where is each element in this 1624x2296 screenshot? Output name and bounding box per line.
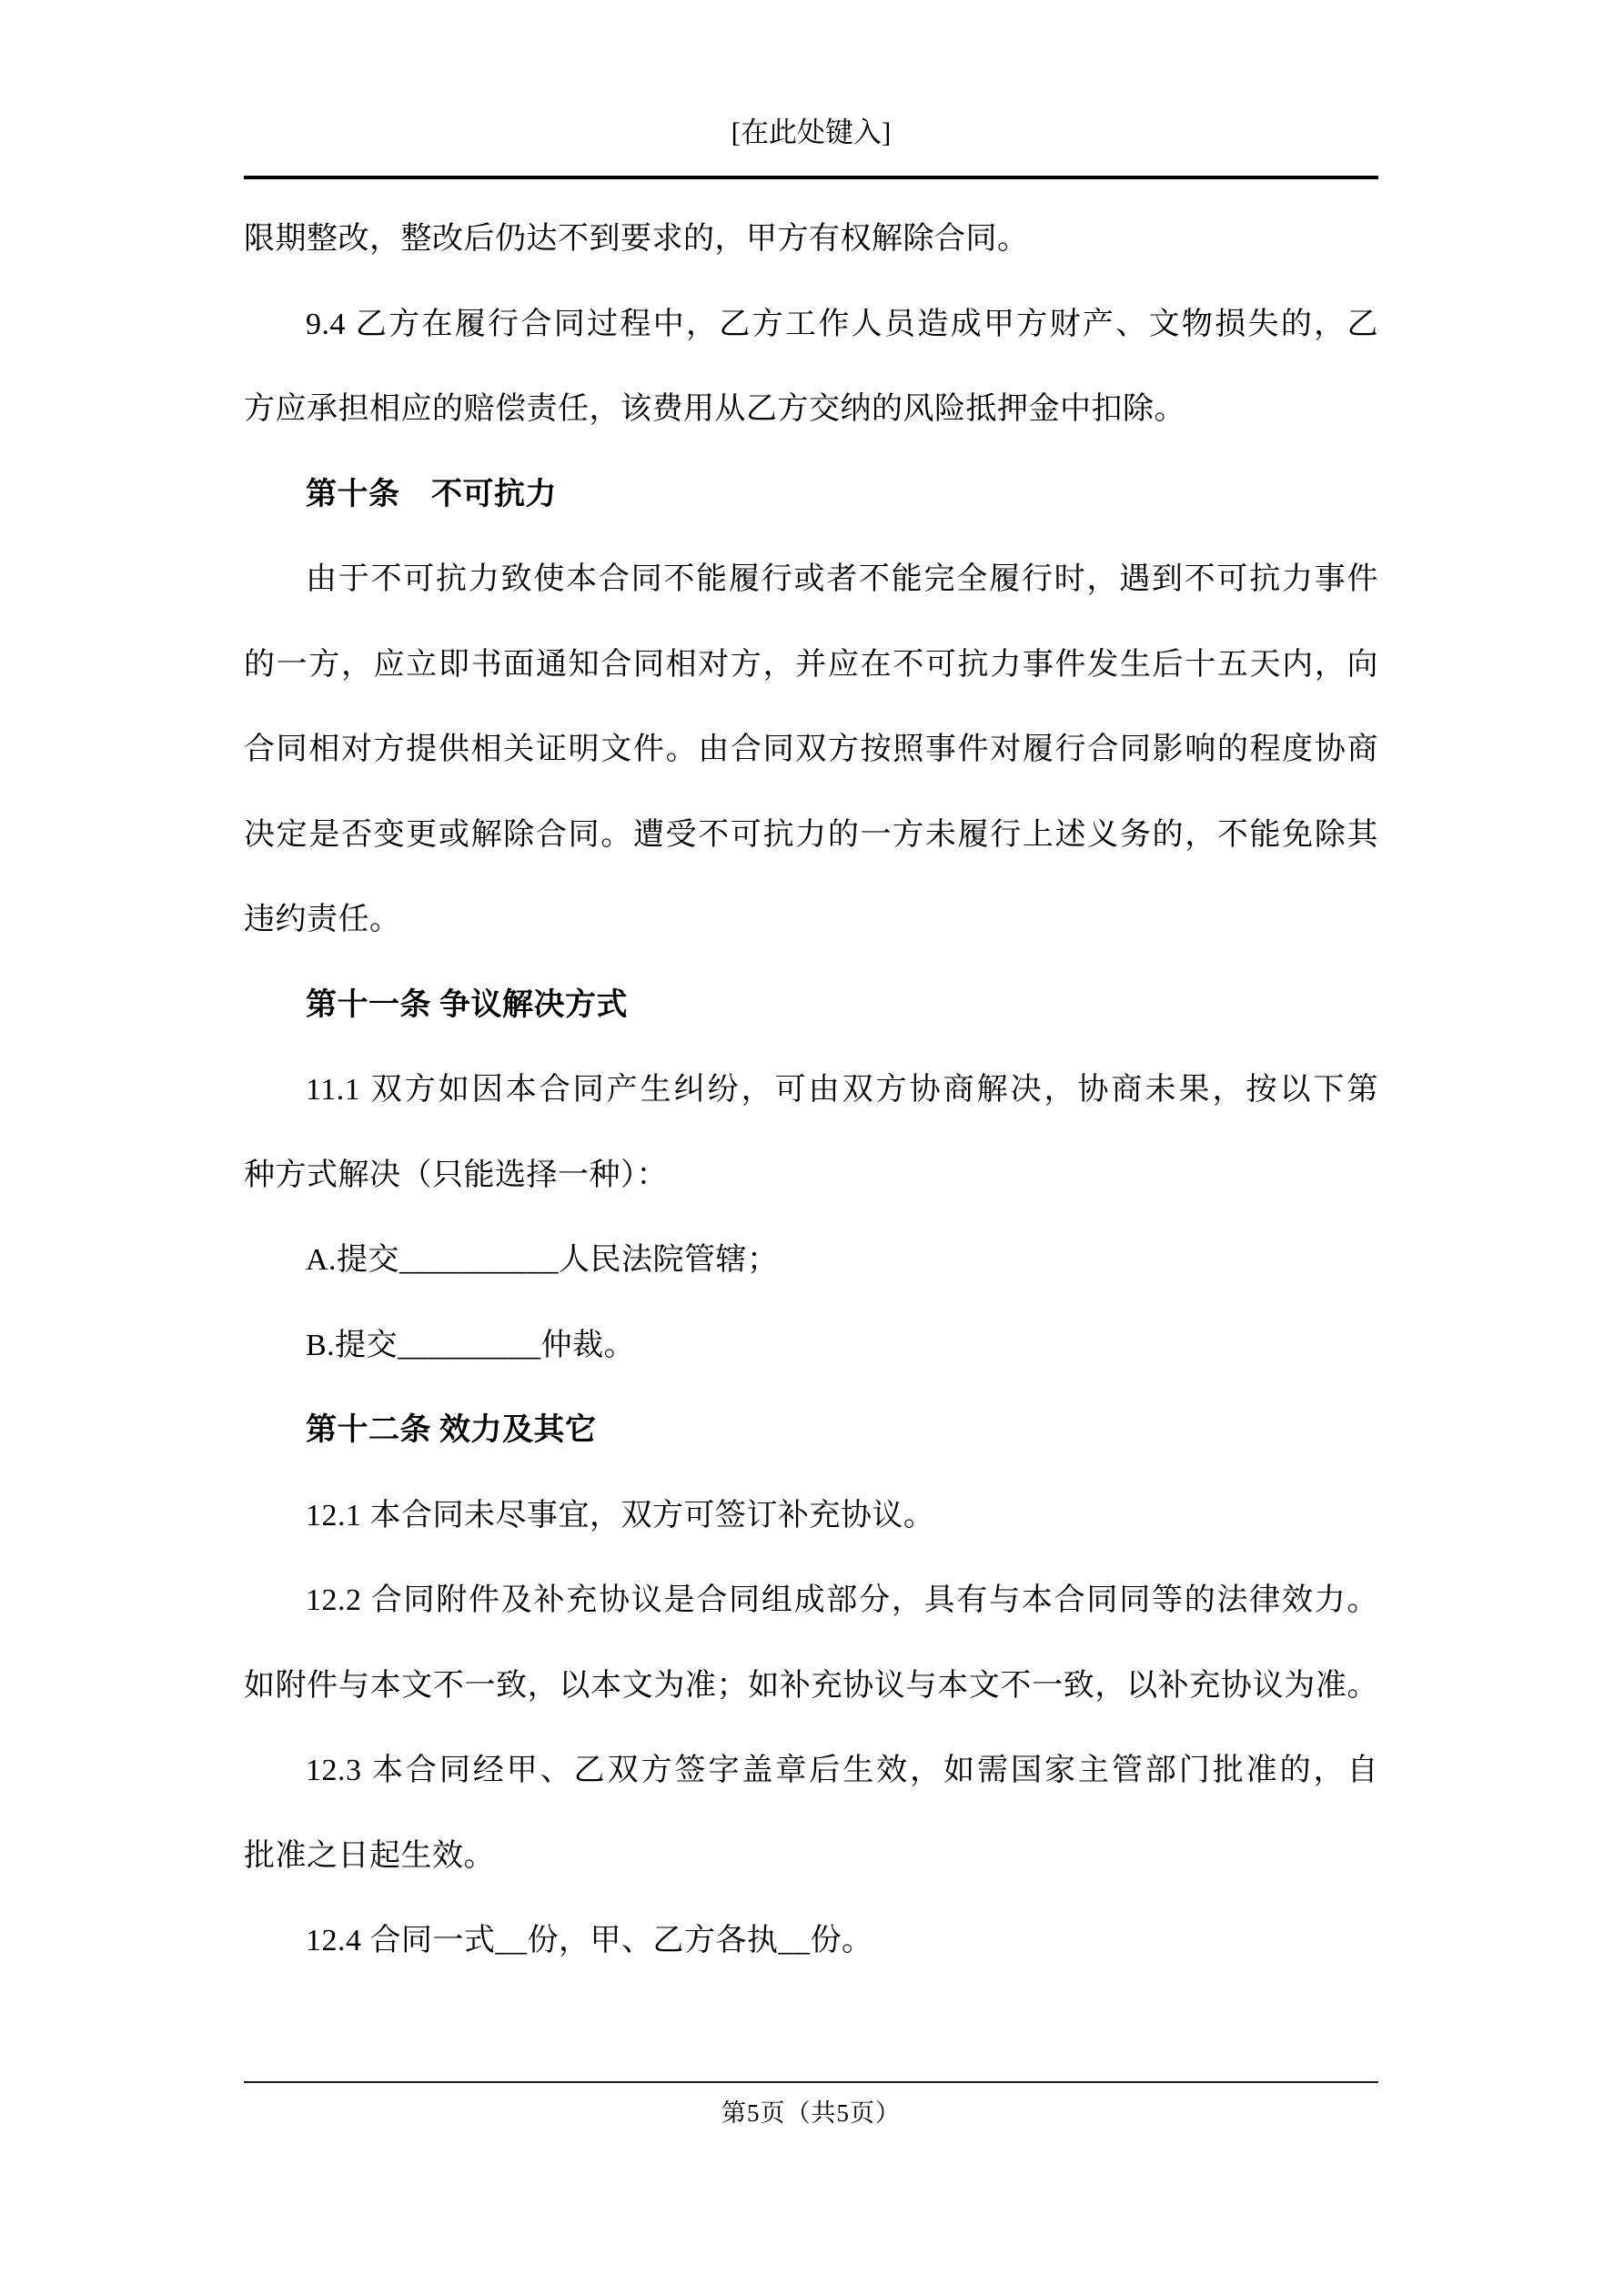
body-line: 如附件与本文不一致，以本文为准；如补充协议与本文不一致，以补充协议为准。 — [244, 1668, 1378, 1703]
clause-heading: 第十一条 争议解决方式 — [306, 987, 628, 1022]
option-b-line: B.提交_________仲裁。 — [306, 1328, 636, 1362]
header-placeholder: [在此处键入] — [731, 116, 892, 148]
page-number: 第5页（共5页） — [721, 2099, 901, 2127]
body-line: 9.4 乙方在履行合同过程中，乙方工作人员造成甲方财产、文物损失的，乙 — [306, 307, 1378, 341]
footer-rule — [244, 2081, 1378, 2083]
option-a-line: A.提交__________人民法院管辖； — [306, 1243, 779, 1277]
body-line: 限期整改，整改后仍达不到要求的，甲方有权解除合同。 — [244, 222, 1029, 256]
document-body — [244, 197, 1378, 1984]
body-line: 的一方，应立即书面通知合同相对方，并应在不可抗力事件发生后十五天内，向 — [244, 647, 1378, 682]
body-line: 批准之日起生效。 — [244, 1838, 495, 1873]
body-line: 种方式解决（只能选择一种）： — [244, 1158, 668, 1192]
body-line: 11.1 双方如因本合同产生纠纷，可由双方协商解决，协商未果，按以下第 — [306, 1073, 1378, 1107]
body-line: 合同相对方提供相关证明文件。由合同双方按照事件对履行合同影响的程度协商 — [244, 733, 1378, 766]
body-line: 12.4 合同一式__份，甲、乙方各执__份。 — [306, 1924, 873, 1957]
body-line: 12.1 本合同未尽事宜，双方可签订补充协议。 — [306, 1498, 935, 1532]
body-line: 决定是否变更或解除合同。遭受不可抗力的一方未履行上述义务的，不能免除其 — [244, 817, 1378, 852]
body-line: 违约责任。 — [244, 903, 401, 936]
clause-heading: 第十条 不可抗力 — [306, 477, 557, 511]
clause-heading: 第十二条 效力及其它 — [306, 1413, 597, 1447]
body-line: 12.2 合同附件及补充协议是合同组成部分，具有与本合同同等的法律效力。 — [306, 1583, 1378, 1617]
body-line: 12.3 本合同经甲、乙双方签字盖章后生效，如需国家主管部门批准的，自 — [306, 1754, 1378, 1787]
body-line: 由于不可抗力致使本合同不能履行或者不能完全履行时，遇到不可抗力事件 — [306, 562, 1378, 596]
body-line: 方应承担相应的赔偿责任，该费用从乙方交纳的风险抵押金中扣除。 — [244, 392, 1185, 426]
header-rule — [244, 176, 1378, 179]
